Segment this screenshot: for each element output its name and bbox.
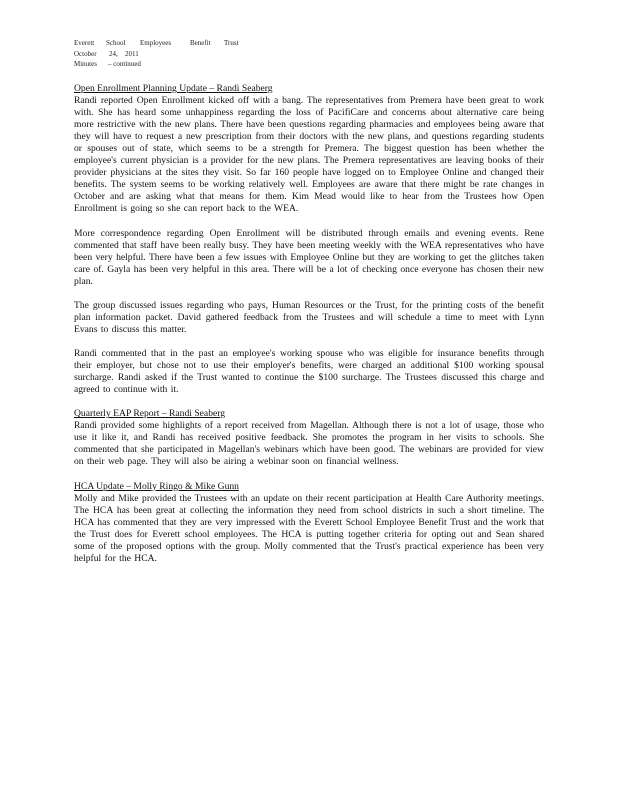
section-open-enrollment xyxy=(74,83,544,396)
header-org-line xyxy=(74,38,254,49)
header-minutes-line xyxy=(74,59,254,70)
section-heading: Open Enrollment Planning Update – Randi Seaberg xyxy=(74,83,273,94)
document-body xyxy=(74,83,544,565)
header-word: School xyxy=(106,39,126,47)
paragraph: More correspondence regarding Open Enrollment will be distributed through emails and evening events. Rene commented that staff have been really busy. They have been meeting weekly with the WEA representatives who have been very helpful. There have been a few issues with Employee Online but they are working to get the glitches taken care of. Gayla has been very helpful in this area. There will be a lot of checking once everyone has chosen their new plan. xyxy=(74,227,544,287)
section-eap-report xyxy=(74,408,544,468)
paragraph: The group discussed issues regarding who pays, Human Resources or the Trust, for the printing costs of the benefit plan information packet. David gathered feedback from the Trustees and will schedule a time to meet with Lynn Evans to discuss this matter. xyxy=(74,299,544,335)
paragraph: Molly and Mike provided the Trustees with an update on their recent participation at Health Care Authority meetings. The HCA has been great at collecting the information they need from school districts in such a short timeline. The HCA has commented that they are very impressed with the Everett School Employee Benefit Trust and the work that the Trust does for Everett school employees. The HCA is putting together criteria for opting out and Sean shared some of the proposed options with the group. Molly commented that the Trust's practical experience has been very helpful for the HCA. xyxy=(74,492,544,564)
section-heading: HCA Update – Molly Ringo & Mike Gunn xyxy=(74,480,239,492)
header-word: Trust xyxy=(224,39,239,47)
document-header xyxy=(74,38,254,70)
paragraph: Randi provided some highlights of a report received from Magellan. Although there is not a lot of usage, those who use it like it, and Randi has received positive feedback. She promotes the program in her visits to schools. She commented that she participated in Magellan's webinars which have been good. The webinars are provided for view on their web page. They will also be airing a webinar soon on financial wellness. xyxy=(74,420,544,468)
paragraph: Randi commented that in the past an employee's working spouse who was eligible for insurance benefits through their employer, but chose not to use their employer's benefits, were charged an additional $100 working spousal surcharge. Randi asked if the Trust wanted to continue the $100 surcharge. The Trustees discussed this charge and agreed to continue with it. xyxy=(74,348,544,396)
header-word: Employees xyxy=(140,39,172,47)
section-hca-update xyxy=(74,481,544,565)
header-word: 2011 xyxy=(125,49,139,58)
header-word: Minutes xyxy=(74,60,97,68)
paragraph: Randi reported Open Enrollment kicked off with a bang. The representatives from Premera have been great to work with. She has heard some unhappiness regarding the loss of PacifiCare and concerns about alternative care being more restrictive with the new plans. There have been questions regarding pharmacies and employees being aware that they will have to request a new prescription from their doctors with the new plans, and questions regarding students or spouses out of state, which seems to be a strength for Premera. The biggest question has been whether the employee's current physician is a provider for the new plans. The Premera representatives are leaving books of their provider physicians at the sites they visit. So far 160 people have logged on to Employee Online and changed their benefits. The system seems to be working relatively well. Employees are aware that there might be rate changes in October and are asking what that means for them. Kim Mead would like to hear from the Trustees how Open Enrollment is going so she can report back to the WEA. xyxy=(74,95,544,215)
section-heading: Quarterly EAP Report – Randi Seaberg xyxy=(74,408,226,420)
header-word: 24, xyxy=(109,49,118,58)
header-word: – continued xyxy=(108,60,141,68)
header-word: October xyxy=(74,49,97,58)
header-date-line xyxy=(74,49,254,60)
header-word: Benefit xyxy=(190,39,211,47)
header-word: Everett xyxy=(74,39,95,47)
